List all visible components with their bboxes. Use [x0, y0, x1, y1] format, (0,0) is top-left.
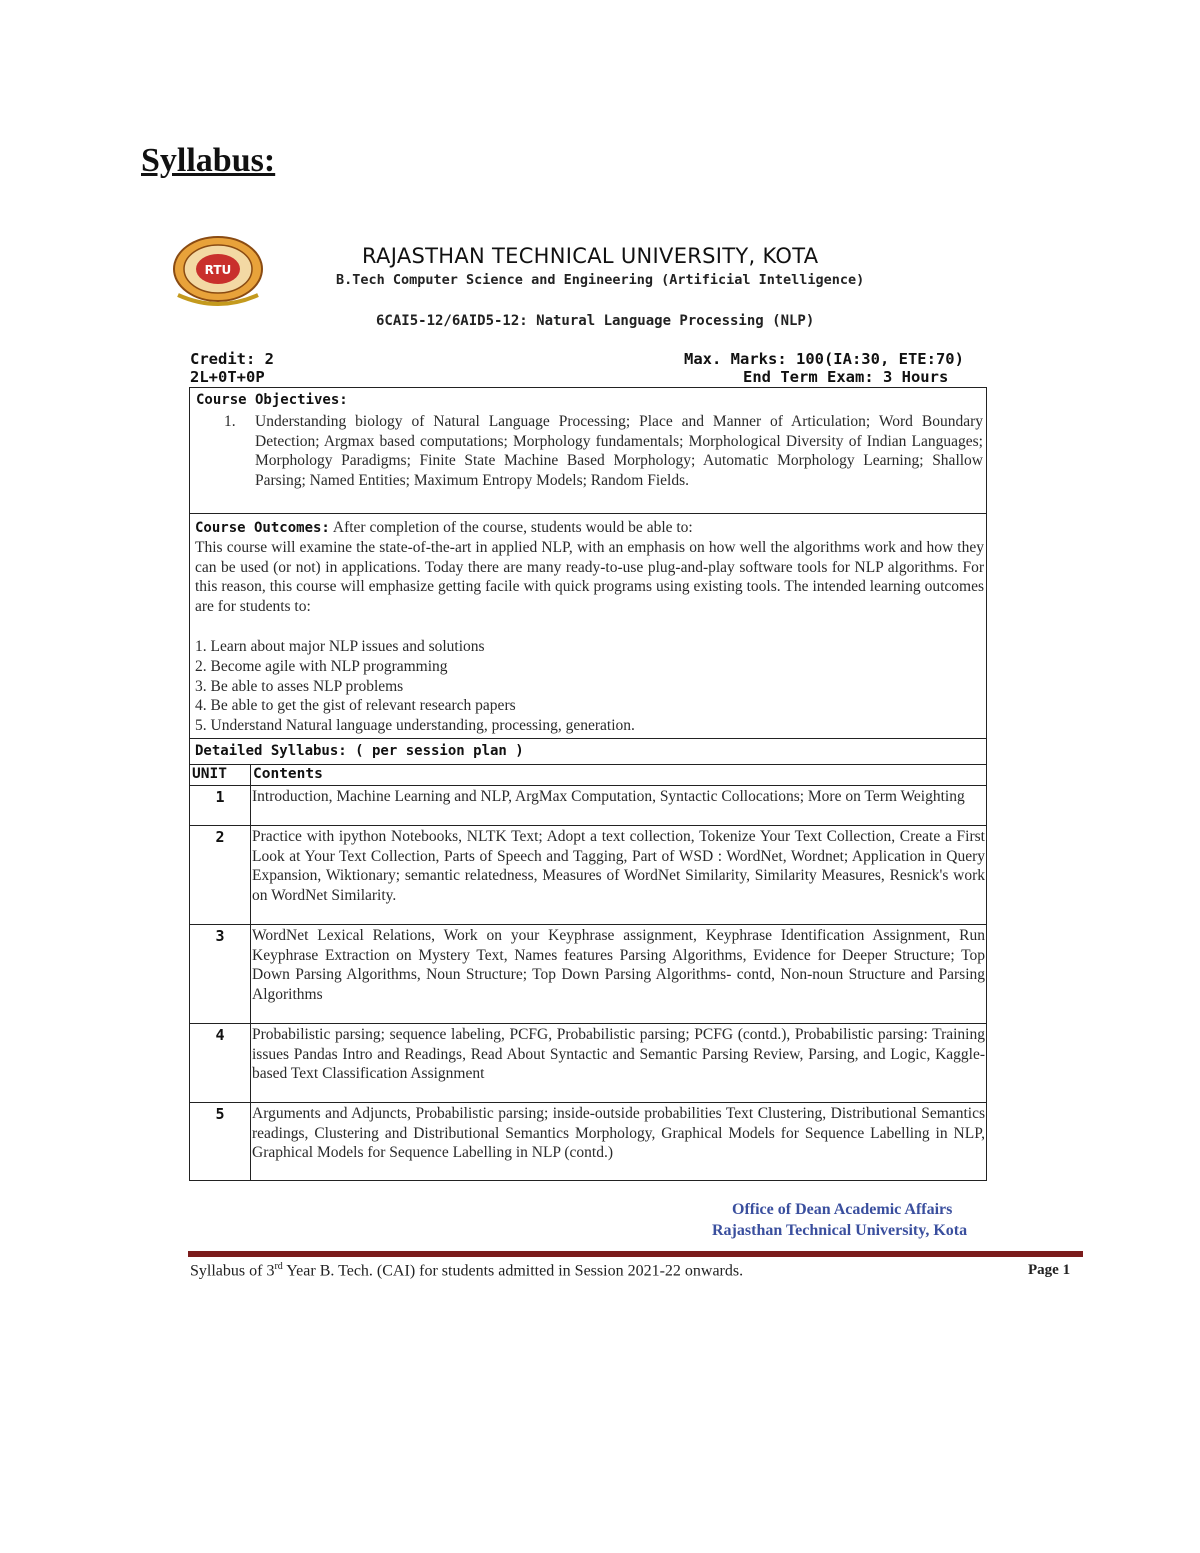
unit-number: 2 [215, 828, 225, 846]
logo-text: RTU [204, 263, 232, 277]
credit: Credit: 2 [190, 350, 274, 368]
unit-contents: WordNet Lexical Relations, Work on your Keyphrase assignment, Keyphrase Identification Assignment, Run Keyphrase Extraction on Mystery Text, Names features Parsing Algorithms, Evidence for Deeper Structure; Top Down Parsing Algorithms, Noun Structure; Top Down Parsing Algorithms- contd, Non-noun Structure and Parsing Algorithms [252, 927, 985, 1003]
outcome-item: 4. Be able to get the gist of relevant research papers [195, 697, 516, 714]
university-seal-icon [172, 235, 264, 307]
signature-office: Office of Dean Academic Affairs [732, 1201, 953, 1218]
unit-number: 1 [215, 788, 225, 806]
outcome-item: 2. Become agile with NLP programming [195, 658, 448, 675]
divider [190, 738, 986, 739]
divider [190, 825, 986, 826]
outcome-item: 5. Understand Natural language understanding, processing, generation. [195, 717, 635, 734]
footer-text [190, 1261, 743, 1280]
unit-number: 3 [215, 927, 225, 945]
divider [190, 785, 986, 786]
program-name: B.Tech Computer Science and Engineering (Artificial Intelligence) [336, 272, 865, 288]
divider [190, 513, 986, 514]
unit-contents: Practice with ipython Notebooks, NLTK Text; Adopt a text collection, Tokenize Your Text Collection, Create a First Look at Your Text Collection, Parts of Speech and Tagging, Part of WSD : WordNet, Wordnet; Application in Query Expansion, Wiktionary; semantic relatedness, Measures of WordNet Similarity, Similarity Measures, Resnick's work on WordNet Similarity. [252, 828, 985, 904]
outcomes-intro: After completion of the course, students would be able to: [332, 519, 693, 536]
divider [190, 924, 986, 925]
footer-sup: rd [274, 1261, 283, 1272]
unit-number: 5 [215, 1105, 225, 1123]
signature-university: Rajasthan Technical University, Kota [712, 1222, 968, 1239]
university-title: RAJASTHAN TECHNICAL UNIVERSITY, KOTA [362, 244, 819, 268]
outcome-item: 3. Be able to asses NLP problems [195, 678, 404, 695]
footer-rule [188, 1251, 1083, 1257]
detailed-syllabus-label: Detailed Syllabus: ( per session plan ) [195, 743, 524, 759]
divider [190, 1023, 986, 1024]
outcome-item: 1. Learn about major NLP issues and solutions [195, 638, 485, 655]
divider [190, 764, 986, 765]
page-heading: Syllabus: [141, 142, 276, 179]
outcomes-heading [195, 518, 693, 539]
exam-duration: End Term Exam: 3 Hours [743, 368, 949, 386]
unit-contents: Arguments and Adjuncts, Probabilistic parsing; inside-outside probabilities Text Clustering, Distributional Semantics readings, Clustering and Distributional Semantics Morphology, Graphical Models for Sequence Labelling in NLP, Graphical Models for Sequence Labelling in NLP (contd.) [252, 1105, 985, 1162]
hours-split: 2L+0T+0P [190, 368, 265, 386]
max-marks: Max. Marks: 100(IA:30, ETE:70) [684, 350, 964, 368]
unit-column-header: UNIT [192, 766, 227, 782]
course-code: 6CAI5-12/6AID5-12: Natural Language Processing (NLP) [376, 313, 815, 329]
page-number: Page 1 [1028, 1262, 1071, 1278]
objectives-label: Course Objectives: [196, 392, 348, 408]
unit-contents: Probabilistic parsing; sequence labeling, PCFG, Probabilistic parsing; PCFG (contd.), Probabilistic parsing: Training issues Pandas Intro and Readings, Read About Syntactic and Semantic Parsing Review, Parsing, and Logic, Kaggle-based Text Classification Assignment [252, 1026, 985, 1083]
footer-text-a: Syllabus of 3 [190, 1262, 275, 1280]
outcomes-label: Course Outcomes: [195, 520, 330, 536]
unit-contents: Introduction, Machine Learning and NLP, ArgMax Computation, Syntactic Collocations; More on Term Weighting [252, 788, 965, 805]
outcomes-paragraph: This course will examine the state-of-the-art in applied NLP, with an emphasis on how well the algorithms work and how they can be used (or not) in applications. Today there are many ready-to-use plug-and-play software tools for NLP algorithms. For this reason, this course will emphasize getting facile with quick programs using existing tools. The intended learning outcomes are for students to: [195, 539, 984, 615]
contents-column-header: Contents [253, 766, 323, 782]
objective-number: 1. [224, 413, 236, 430]
divider [190, 1102, 986, 1103]
column-divider [250, 764, 251, 1180]
unit-number: 4 [215, 1026, 225, 1044]
footer-text-b: Year B. Tech. (CAI) for students admitted in Session 2021-22 onwards. [282, 1262, 744, 1280]
objective-text: Understanding biology of Natural Language Processing; Place and Manner of Articulation; Word Boundary Detection; Argmax based computations; Morphology fundamentals; Morphological Diversity of Indian Languages; Morphology Paradigms; Finite State Machine Based Morphology; Automatic Morphology Learning; Shallow Parsing; Named Entities; Maximum Entropy Models; Random Fields. [255, 413, 983, 489]
